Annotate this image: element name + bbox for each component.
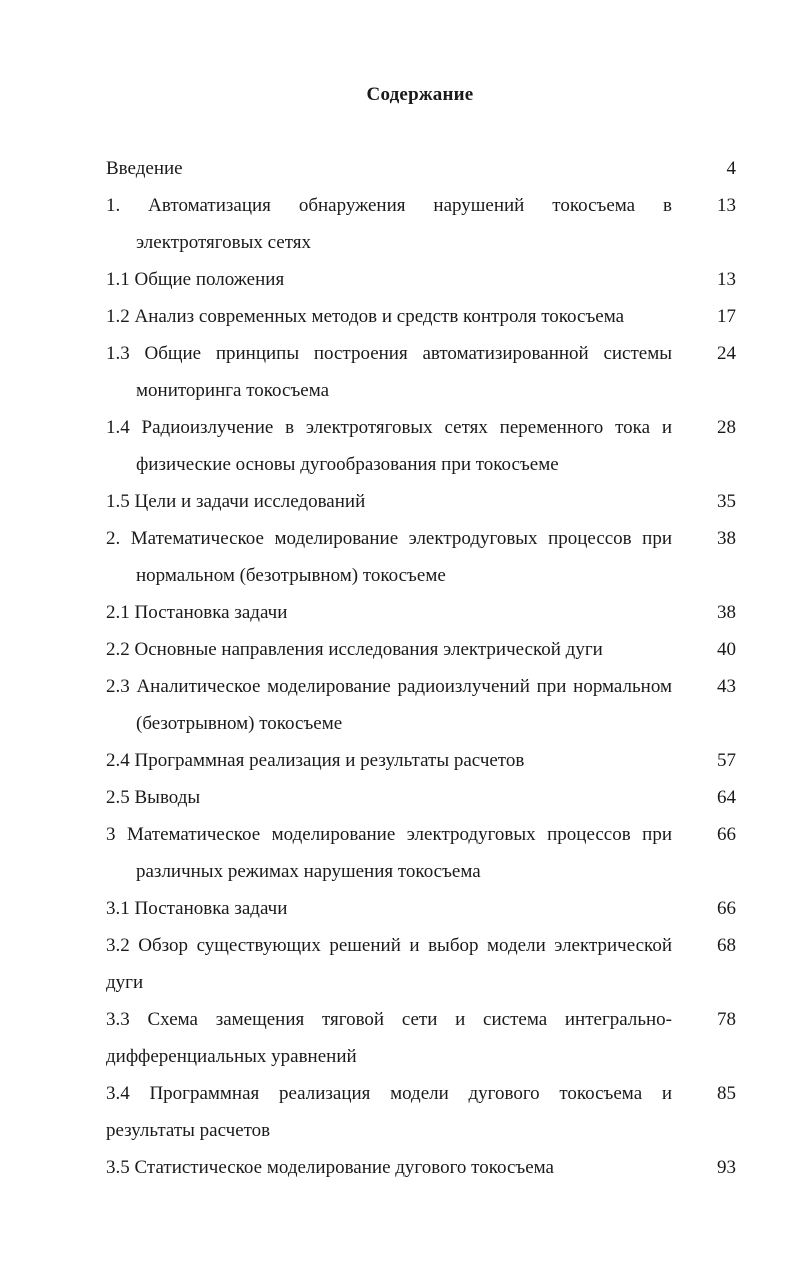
toc-entry (106, 594, 742, 631)
toc-entry-text: 3.2 Обзор существующих решений и выбор модели электрической дуги (106, 935, 672, 993)
toc-entry-text: 3.5 Статистическое моделирование дугового токосъема (106, 1157, 554, 1178)
toc-entry-text: 3 Математическое моделирование электродуговых процессов при различных режимах нарушения токосъема (106, 824, 672, 882)
toc-entry-text: 1.4 Радиоизлучение в электротяговых сетях переменного тока и физические основы дугообразования при токосъеме (106, 417, 672, 475)
toc-entry (106, 742, 742, 779)
toc-entry-text: 3.4 Программная реализация модели дугового токосъема и результаты расчетов (106, 1083, 672, 1141)
page-title: Содержание (366, 84, 474, 105)
toc-entry-text: 2. Математическое моделирование электродуговых процессов при нормальном (безотрывном) токосъеме (106, 528, 672, 586)
toc-entry (106, 668, 742, 742)
toc-entry-page: 93 (717, 1157, 736, 1178)
toc-entry-page: 78 (717, 1009, 736, 1030)
toc-entry-text: 2.4 Программная реализация и результаты расчетов (106, 750, 525, 771)
toc-entry-text: Введение (106, 158, 183, 179)
toc-entry (106, 187, 742, 261)
toc-entry (106, 335, 742, 409)
toc-entry-page: 28 (717, 417, 736, 438)
toc-entry-page: 17 (717, 306, 736, 327)
toc-entry-page: 4 (726, 158, 736, 179)
toc-entry (106, 1149, 742, 1186)
toc-entry (106, 816, 742, 890)
toc-entry-page: 57 (717, 750, 736, 771)
toc-entry-text: 1.2 Анализ современных методов и средств контроля токосъема (106, 306, 625, 327)
toc-entry-page: 40 (717, 639, 736, 660)
toc-entry (106, 927, 742, 1001)
toc-entry-text: 1.1 Общие положения (106, 269, 285, 290)
toc-entry (106, 150, 742, 187)
toc-entry (106, 890, 742, 927)
toc-entry (106, 409, 742, 483)
toc-entry (106, 1075, 742, 1149)
toc-entry-page: 24 (717, 343, 736, 364)
toc-entry-text: 1. Автоматизация обнаружения нарушений токосъема в электротяговых сетях (106, 195, 672, 253)
toc-entry-page: 85 (717, 1083, 736, 1104)
toc-entry (106, 631, 742, 668)
toc-entry-page: 68 (717, 935, 736, 956)
toc-entry-text: 2.3 Аналитическое моделирование радиоизлучений при нормальном (безотрывном) токосъеме (106, 676, 672, 734)
toc-entry-text: 2.5 Выводы (106, 787, 201, 808)
toc-entry-text: 2.1 Постановка задачи (106, 602, 288, 623)
toc-entry-page: 66 (717, 824, 736, 845)
toc-entry (106, 1001, 742, 1075)
toc-entry-page: 43 (717, 676, 736, 697)
toc-entry-text: 3.1 Постановка задачи (106, 898, 288, 919)
toc-entry-page: 13 (717, 195, 736, 216)
toc-entry-text: 3.3 Схема замещения тяговой сети и система интегрально-дифференциальных уравнений (106, 1009, 672, 1067)
toc-entry (106, 520, 742, 594)
toc-entry-page: 64 (717, 787, 736, 808)
toc-entry-page: 38 (717, 602, 736, 623)
toc-entry (106, 261, 742, 298)
toc-entry-text: 1.5 Цели и задачи исследований (106, 491, 366, 512)
toc-entry (106, 298, 742, 335)
toc-entry (106, 483, 742, 520)
toc-entry (106, 779, 742, 816)
toc-entry-page: 35 (717, 491, 736, 512)
toc-entry-text: 1.3 Общие принципы построения автоматизированной системы мониторинга токосъема (106, 343, 672, 401)
toc-entry-text: 2.2 Основные направления исследования электрической дуги (106, 639, 603, 660)
toc-entry-page: 38 (717, 528, 736, 549)
toc-entry-page: 13 (717, 269, 736, 290)
toc-entry-page: 66 (717, 898, 736, 919)
table-of-contents (106, 150, 742, 1186)
